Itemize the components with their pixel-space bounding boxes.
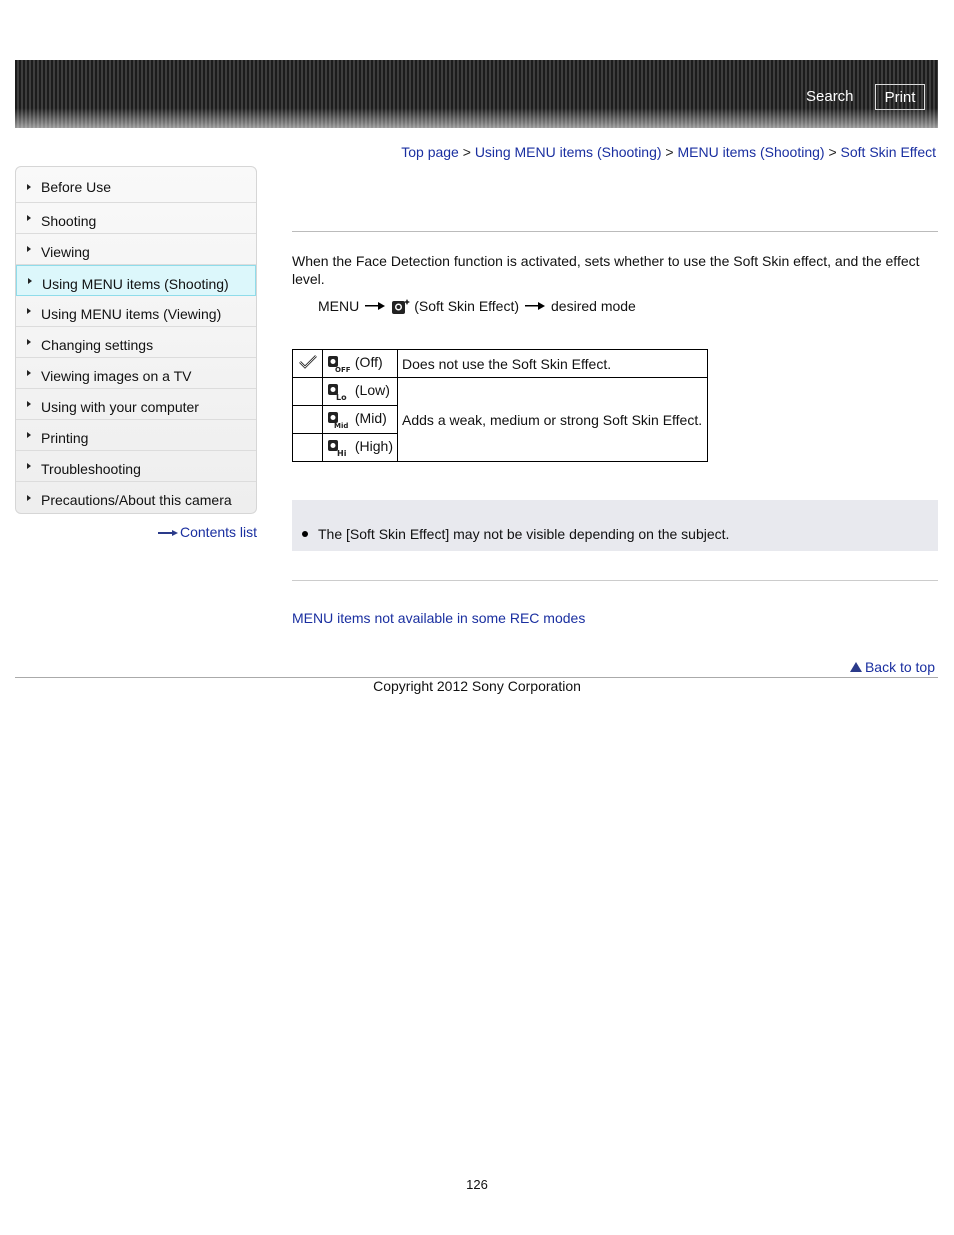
sidebar-item-label: Using MENU items (Viewing) <box>41 306 222 322</box>
sidebar-item-label: Before Use <box>41 179 112 195</box>
default-check-cell <box>293 350 323 378</box>
related-divider <box>292 580 938 581</box>
svg-text:Lo: Lo <box>336 392 347 401</box>
empty-check-cell <box>293 406 323 434</box>
svg-text:Mid: Mid <box>334 421 349 429</box>
soft-skin-off-icon <box>327 355 351 373</box>
desc-cell: Adds a weak, medium or strong Soft Skin Effect. <box>398 378 708 462</box>
arrow-right-icon <box>158 530 178 536</box>
sidebar-item-label: Using with your computer <box>41 399 199 415</box>
table-row <box>293 378 708 406</box>
arrow-right-icon <box>27 246 31 252</box>
sidebar-item-label: Precautions/About this camera <box>41 492 232 508</box>
arrow-right-icon <box>27 495 31 501</box>
sidebar-item-using-menu-viewing[interactable] <box>16 296 256 327</box>
table-row <box>293 350 708 378</box>
svg-text:Hi: Hi <box>337 448 347 457</box>
sidebar-item-label: Changing settings <box>41 337 154 353</box>
back-to-top-link[interactable] <box>850 659 935 675</box>
page-number: 126 <box>466 1177 488 1192</box>
print-button[interactable]: Print <box>875 84 925 110</box>
soft-skin-mid-icon <box>327 411 351 429</box>
menu-path <box>318 297 636 315</box>
arrow-right-icon <box>365 302 385 310</box>
mode-label: (High) <box>354 438 394 455</box>
header-bar <box>15 60 938 128</box>
sidebar-item-precautions[interactable] <box>16 482 256 513</box>
arrow-right-icon <box>27 432 31 438</box>
mode-low-cell <box>323 378 398 406</box>
sidebar-item-label: Shooting <box>41 213 97 229</box>
arrow-right-icon <box>27 215 31 221</box>
soft-skin-low-icon <box>327 383 351 401</box>
checkmark-icon <box>298 354 318 370</box>
sidebar-item-shooting[interactable] <box>16 203 256 234</box>
breadcrumb-using-menu-shooting[interactable]: Using MENU items (Shooting) <box>474 144 662 160</box>
contents-list-label: Contents list <box>180 524 258 540</box>
mode-mid-cell <box>323 406 398 434</box>
mode-label: (Off) <box>354 354 383 371</box>
sidebar-item-using-with-computer[interactable] <box>16 389 256 420</box>
contents-list-link[interactable] <box>158 524 257 540</box>
sidebar-item-changing-settings[interactable] <box>16 327 256 358</box>
empty-check-cell <box>293 378 323 406</box>
arrow-right-icon <box>525 302 545 310</box>
sidebar-item-using-menu-shooting[interactable] <box>16 265 256 296</box>
breadcrumb-soft-skin-effect[interactable]: Soft Skin Effect <box>840 144 936 160</box>
breadcrumb-top-page[interactable]: Top page <box>401 144 459 160</box>
note-item <box>302 526 729 542</box>
sidebar-item-viewing-on-tv[interactable] <box>16 358 256 389</box>
menu-item-label: (Soft Skin Effect) <box>414 298 520 314</box>
sidebar-item-label: Using MENU items (Shooting) <box>42 276 229 292</box>
options-table <box>292 349 708 462</box>
sidebar-item-viewing[interactable] <box>16 234 256 265</box>
sidebar-nav <box>15 166 257 514</box>
breadcrumb-menu-items-shooting[interactable]: MENU items (Shooting) <box>677 144 825 160</box>
note-text: The [Soft Skin Effect] may not be visible depending on the subject. <box>318 526 730 542</box>
sidebar-item-label: Viewing <box>41 244 90 260</box>
triangle-up-icon <box>850 662 862 672</box>
breadcrumb: Top page > Using MENU items (Shooting) > MENU items (Shooting) > Soft Skin Effect <box>401 144 936 160</box>
back-to-top-label: Back to top <box>864 659 935 675</box>
mode-label: (Low) <box>354 382 390 399</box>
menu-label: MENU <box>318 298 360 314</box>
arrow-right-icon <box>27 339 31 345</box>
sidebar-item-label: Printing <box>41 430 89 446</box>
svg-text:OFF: OFF <box>335 365 351 373</box>
desc-cell: Does not use the Soft Skin Effect. <box>398 350 708 378</box>
sidebar-item-label: Viewing images on a TV <box>41 368 192 384</box>
arrow-right-icon <box>27 308 31 314</box>
sidebar-item-label: Troubleshooting <box>41 461 141 477</box>
arrow-right-icon <box>27 370 31 376</box>
bullet-icon <box>302 531 308 537</box>
arrow-right-icon <box>27 401 31 407</box>
search-link[interactable]: Search <box>806 88 854 105</box>
related-topic-link[interactable]: MENU items not available in some REC modes <box>292 610 586 626</box>
sidebar-item-troubleshooting[interactable] <box>16 451 256 482</box>
arrow-right-icon <box>27 463 31 469</box>
sidebar-item-printing[interactable] <box>16 420 256 451</box>
mode-high-cell <box>323 434 398 462</box>
mode-off-cell <box>323 350 398 378</box>
sidebar-item-before-use[interactable] <box>16 167 256 203</box>
menu-target-label: desired mode <box>551 298 636 314</box>
soft-skin-high-icon <box>327 439 351 457</box>
arrow-right-icon <box>27 184 31 190</box>
copyright-text: Copyright 2012 Sony Corporation <box>373 678 581 694</box>
mode-label: (Mid) <box>354 410 387 427</box>
title-divider <box>292 231 938 232</box>
description-text: When the Face Detection function is activated, sets whether to use the Soft Skin effect, and the effect level. <box>292 253 920 287</box>
soft-skin-icon <box>391 297 411 315</box>
arrow-right-icon <box>28 278 32 284</box>
empty-check-cell <box>293 434 323 462</box>
